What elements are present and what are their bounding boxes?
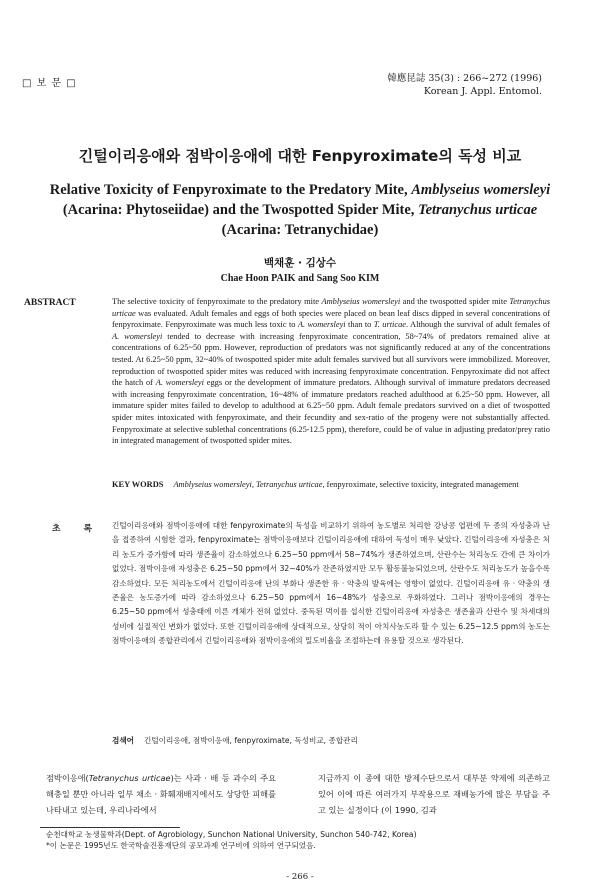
title-part: (Acarina: Tetranychidae) bbox=[221, 222, 379, 238]
english-title bbox=[40, 180, 560, 240]
title-part: Relative Toxicity of Fenpyroximate to the Predatory Mite, bbox=[49, 182, 412, 198]
abstract-label: ABSTRACT bbox=[24, 298, 76, 308]
korean-keywords-text: 긴털이리응애, 점박이응애, fenpyroximate, 독성비교, 종합관리 bbox=[144, 736, 358, 745]
abstract-segment: tended to decrease with increasing fenpyroximate concentration, 58~74% of predators remained alive at concentrations of 6.25~50 ppm. However, reproduction of predators was not significantly reduced at any of the concentrations tested. At 6.25~50 ppm, 32~40% of twospotted spider mite adult females survived but all survivors were immobilized. Moreover, reproduction of twospotted spider mites was reduced with increasing fenpyroximate concentration. Fenpyroximate did not affect the hatch of bbox=[112, 331, 551, 388]
english-authors: Chae Hoon PAIK and Sang Soo KIM bbox=[220, 273, 380, 284]
journal-citation: 韓應昆誌 35(3) : 266~272 (1996) bbox=[387, 73, 542, 84]
title-species-prey: Tetranychus urticae bbox=[418, 202, 538, 218]
keywords-species: Amblyseius womersleyi, Tetranychus urticae bbox=[173, 480, 323, 489]
abstract-species: Tetranychus urticae bbox=[112, 297, 551, 318]
korean-abstract-text: 긴털이리응애와 점박이응애에 대한 fenpyroximate의 독성을 비교하기 위하여 농도별로 처리한 강낭콩 엽편에 두 종의 자성충과 난을 접종하여 시험한 결과, fenpyroximate는 점박이응애보다 긴털이리응애에 대하여 독성이 매우 낮았다. 긴털이리응애 자성충은 처리 농도가 증가함에 따라 생존율이 감소하였으나 6.25~50 ppm에서 58~74%가 생존하였으며, 산란수는 처리농도 간에 큰 차이가 없었다. 점박이응애 자성충은 6.25~50 ppm에서 32~40%가 잔존하였지만 모두 활동불능되었으며, 산란수도 처리농도가 높을수록 감소하였다. 모든 처리농도에서 긴털이리응애 난의 부화나 생존한 유 · 약충의 발육에는 영향이 없었다. 긴털이리응애 유 · 약충의 생존율은 농도증가에 따라 감소하였으나 6.25~50 ppm에서 16~48%가 성충으로 우화하였다. 그러나 점박이응애의 경우는 6.25~50 ppm에서 성충태에 이른 개체가 전혀 없었다. 중독된 먹이를 섭식한 긴털이리응애 자성충은 생존율과 산란수 및 차세대의 성비에 실질적인 변화가 없었다. 또한 긴털이리응애에 상대적으로, 상당히 적이 아치사농도라 할 수 있는 6.25~12.5 ppm의 농도는 점박이응애의 종합관리에서 긴털이리응애와 점박이응애의 밀도비율을 조절하는데 유용할 것으로 생각된다. bbox=[112, 521, 551, 646]
intro-right-column: 지금까지 이 종에 대한 방제수단으로서 대부분 약제에 의존하고 있어 이에 따른 여러가지 부작용으로 재배농가에 많은 부담을 주고 있는 실정이다 (이 1990, 김과 bbox=[318, 773, 550, 815]
abstract-species: A. womersleyi bbox=[112, 331, 163, 341]
title-species-predator: Amblyseius womersleyi bbox=[411, 182, 551, 198]
korean-title: 긴털이리응애와 점박이응애에 대한 Fenpyroximate의 독성 비교 bbox=[78, 147, 522, 165]
intro-species: Tetranychus urticae bbox=[88, 773, 171, 783]
abstract-segment: was evaluated. Adult females and eggs of both species were placed on bean leaf discs dipped in several concentrations of fenpyroximate. Fenpyroximate was much less toxic to bbox=[112, 308, 550, 330]
abstract-species: Amblyseius womersleyi bbox=[321, 297, 401, 306]
keywords-label: KEY WORDS bbox=[112, 480, 164, 489]
abstract-segment: and the twospotted spider mite bbox=[400, 297, 510, 306]
abstract-segment: than to bbox=[345, 320, 374, 330]
korean-authors: 백채훈 · 김상수 bbox=[263, 257, 337, 269]
korean-keywords bbox=[112, 735, 550, 746]
journal-name: Korean J. Appl. Entomol. bbox=[423, 86, 542, 97]
korean-keywords-label: 검색어 bbox=[112, 736, 135, 745]
footnote-divider bbox=[40, 827, 180, 828]
abstract-species: A. womersleyi bbox=[297, 320, 346, 330]
intro-segment: 점박이응애( bbox=[46, 773, 89, 783]
journal-reference bbox=[387, 72, 542, 98]
abstract-segment: eggs or the development of immature predators. Although survival of immature predators decreased with increasing fenpyroximate concentration, 16~48% of immature predators reached adulthood at 6.25~50 ppm. However, all immature spider mites failed to develop to adulthood at 6.25~50 ppm. Adult female predators survived on a diet of twospotted spider mites intoxicated with fenpyroximate, and their fecundity and sex-ratio of the progeny were not substantially affected. Fenpyroximate at selective sublethal concentrations (6.25-12.5 ppm), therefore, could be of value in adjusting predator/prey ratio in integrated management of twospotted spider mites. bbox=[112, 378, 550, 446]
abstract-species: A. womersleyi bbox=[155, 378, 204, 388]
intro-segment: )는 사과 · 배 등 과수의 주요 해충일 뿐만 아니라 일부 채소 · 화훼재배지에서도 상당한 피해를 나타내고 있는데, 우리나라에서 bbox=[46, 773, 276, 815]
keywords-rest: , fenpyroximate, selective toxicity, integrated management bbox=[322, 480, 519, 489]
intro-left-column bbox=[46, 770, 276, 818]
abstract-species: T. urticae bbox=[373, 320, 406, 330]
abstract-segment: The selective toxicity of fenpyroximate to the predatory mite bbox=[112, 297, 322, 306]
title-part: (Acarina: Phytoseiidae) and the Twospotted Spider Mite, bbox=[62, 202, 419, 218]
abstract-segment: . Although the survival of adult females of bbox=[406, 320, 550, 330]
funding-footnote: *이 논문은 1995년도 한국학술진흥재단의 공모과제 연구비에 의하여 연구되었음. bbox=[46, 841, 316, 850]
page-number: - 266 - bbox=[286, 872, 314, 882]
abstract-text bbox=[112, 296, 550, 447]
section-tag: □ 보 문 □ bbox=[22, 78, 77, 89]
affiliation-footnote: 순천대학교 농생물학과(Dept. of Agrobiology, Sunchon National University, Sunchon 540-742, Korea) bbox=[46, 830, 417, 839]
korean-abstract-label: 초 록 bbox=[52, 524, 93, 534]
english-keywords bbox=[112, 479, 550, 491]
